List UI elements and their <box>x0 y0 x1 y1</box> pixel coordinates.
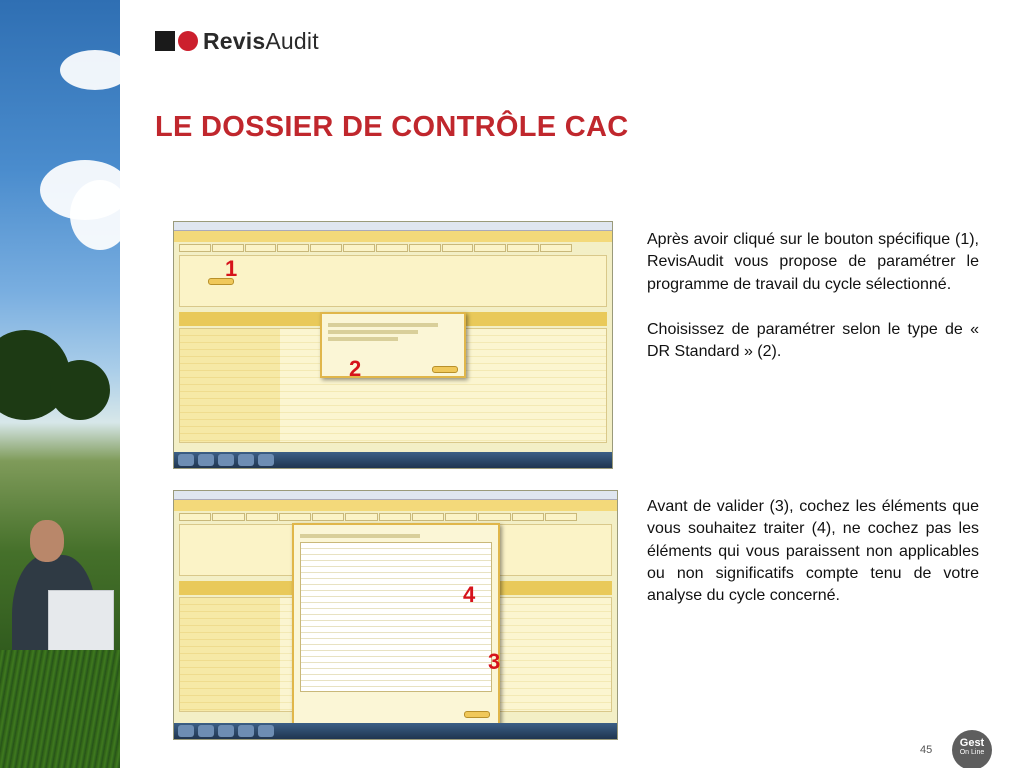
slide-title: LE DOSSIER DE CONTRÔLE CAC <box>155 111 629 143</box>
person-head <box>30 520 64 562</box>
dialog-parametres-dr <box>320 312 466 381</box>
dialog-title <box>294 525 498 531</box>
dialog-initialisation-programme <box>292 523 500 737</box>
screenshot-initialisation-programme <box>173 490 618 740</box>
valider-button[interactable] <box>432 366 458 373</box>
screenshot-parametrage-dr <box>173 221 613 469</box>
app-titlebar <box>174 222 612 231</box>
callout-number-3: 3 <box>488 649 501 674</box>
logo-text-part2: Audit <box>265 27 319 54</box>
tree-shape <box>50 360 110 420</box>
dialog-title <box>322 314 464 320</box>
app-toolbar <box>174 231 612 242</box>
callout-number-1: 1 <box>225 256 238 281</box>
app-titlebar <box>174 491 617 500</box>
app-tabs <box>179 513 577 521</box>
decorative-photo-strip <box>0 0 120 768</box>
callout-number-2: 2 <box>349 356 362 381</box>
programme-checklist[interactable] <box>300 542 492 692</box>
gest-logo-line2: On Line <box>959 749 985 756</box>
gest-online-logo-icon <box>952 730 992 768</box>
paragraph-intro: Après avoir cliqué sur le bouton spécifique (1), RevisAudit vous propose de paramétrer le programme de travail du cycle sélectionné. <box>647 231 979 293</box>
cloud-shape <box>70 180 120 250</box>
app-tabs <box>179 244 572 252</box>
valider-button[interactable] <box>464 711 490 718</box>
windows-taskbar <box>174 452 612 468</box>
grass-shape <box>0 650 120 768</box>
logo-text <box>203 28 319 55</box>
revisaudit-logo-icon <box>155 28 319 54</box>
paragraph-validation: Avant de valider (3), cochez les éléments que vous souhaitez traiter (4), ne cochez pas les éléments qui vous paraissent non applicables ou non significatifs compte tenu de votre analyse du cycle concerné. <box>647 498 979 605</box>
paragraph-dr-standard: Choisissez de paramétrer selon le type de « DR Standard » (2). <box>647 321 979 361</box>
windows-taskbar <box>174 723 617 739</box>
callout-number-4: 4 <box>463 582 476 607</box>
app-top-panel <box>179 255 607 307</box>
cloud-shape <box>60 50 120 90</box>
logo-square <box>155 31 175 51</box>
app-toolbar <box>174 500 617 511</box>
logo-text-part1: Revis <box>203 27 266 54</box>
logo-dot <box>178 31 198 51</box>
gest-logo-line1: Gest <box>959 737 985 749</box>
page-number: 45 <box>920 744 933 756</box>
